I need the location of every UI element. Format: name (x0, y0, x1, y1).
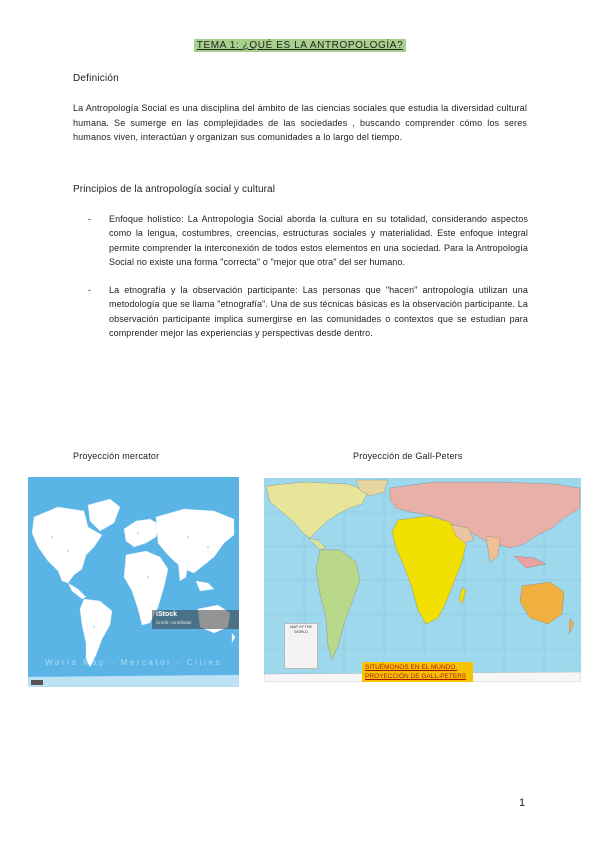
mercator-caption: Proyección mercator (73, 451, 160, 461)
europe-shape (124, 519, 160, 547)
list-item (88, 212, 528, 269)
banner-line-2: PROYECCIÓN DE GALL-PETERS (365, 673, 467, 680)
gall-peters-banner (362, 662, 473, 682)
south-america-shape (80, 599, 112, 667)
bullet-marker: - (88, 214, 92, 224)
watermark-brand: iStock (156, 611, 178, 618)
principles-list (88, 212, 528, 354)
gp-south-america-shape (316, 550, 360, 660)
gall-peters-caption: Proyección de Gall-Peters (353, 451, 463, 461)
definition-paragraph: La Antropología Social es una disciplina del ámbito de las ciencias sociales que estudia la diversidad cultural humana. Se sumerge en las complejidades de las sociedades , buscando comprender cómo los seres humanos viven, interactúan y organizan sus comunidades a lo largo del tiempo. (73, 103, 527, 142)
bullet-marker: - (88, 285, 92, 296)
bullet-text: La etnografía y la observación participante: Las personas que "hacen" antropología utilizan una metodología que se llama "etnografía". Una de sus técnicas básicas es la observación participante. La observación participante implica sumergirse en las comunidades o contextos que se estudian para comprender mejor las experiencias y perspectivas desde dentro. (109, 285, 528, 339)
gp-north-america-shape (266, 482, 368, 538)
legend-title: MAP OF THE WORLD (290, 625, 312, 634)
indonesia-shape (196, 581, 214, 591)
india-shape (178, 561, 188, 581)
gp-australia-shape (520, 582, 564, 624)
antarctica-shape (28, 675, 239, 687)
asia-shape (156, 509, 234, 573)
gall-peters-map (264, 478, 581, 682)
list-item (88, 283, 528, 340)
document-title: TEMA 1: ¿QUÉ ES LA ANTROPOLOGÍA? (194, 39, 406, 52)
stock-badge (31, 680, 43, 685)
watermark-sub: Credit: contributor (156, 620, 192, 625)
mercator-map (28, 477, 239, 687)
map-legend (284, 623, 318, 669)
greenland-shape (88, 499, 120, 531)
central-america-shape (68, 583, 86, 599)
definition-heading: Definición (73, 73, 119, 84)
bullet-text: Enfoque holístico: La Antropología Social aborda la cultura en su totalidad, considerando aspectos como la lengua, costumbres, creencias, estructuras sociales y materialidad. Este enfoque integral permite comprender la interconexión de todos estos elementos en una sociedad. Para la Antropología Social no existe una forma "correcta" o "mejor que otra" del ser humano. (109, 214, 528, 267)
gp-indonesia-shape (514, 556, 546, 568)
gp-new-zealand-shape (569, 618, 574, 634)
mercator-map-svg (28, 477, 239, 687)
title-container (0, 35, 600, 53)
gp-india-shape (486, 536, 500, 562)
page-number: 1 (519, 797, 526, 809)
new-zealand-shape (232, 633, 235, 643)
stock-watermark (152, 610, 239, 629)
banner-line-1: SITUÉMONOS EN EL MUNDO. (365, 664, 458, 671)
principles-heading: Principios de la antropología social y cultural (73, 184, 276, 195)
mercator-map-text: World Map - Mercator - Cities (45, 658, 222, 667)
gp-central-america-shape (308, 538, 326, 550)
gp-madagascar-shape (459, 588, 466, 604)
